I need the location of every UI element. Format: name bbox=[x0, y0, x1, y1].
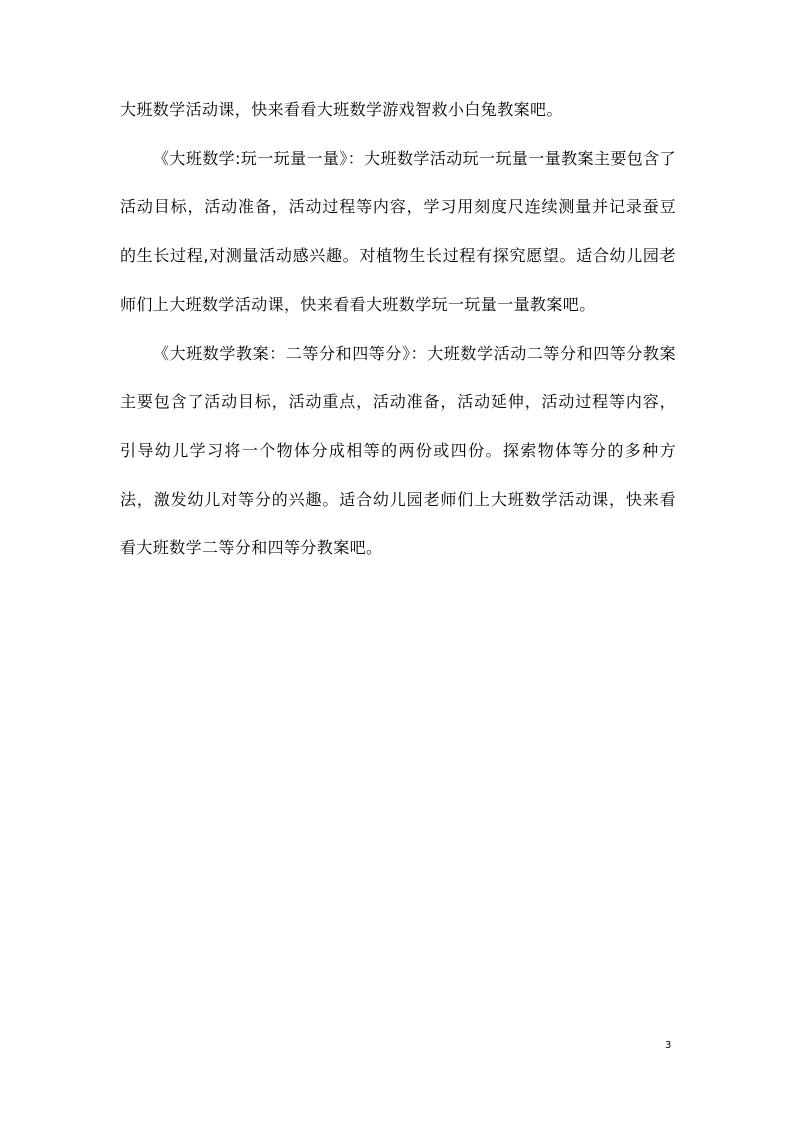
body-text bbox=[120, 86, 676, 573]
page-number: 3 bbox=[665, 1040, 672, 1051]
paragraph-measure-lesson: 《大班数学:玩一玩量一量》：大班数学活动玩一玩量一量教案主要包含了活动目标，活动准备，活动过程等内容，学习用刻度尺连续测量并记录蚕豆的生长过程,对测量活动感兴趣。对植物生长过程有探究愿望。适合幼儿园老师们上大班数学活动课，快来看看大班数学玩一玩量一量教案吧。 bbox=[120, 148, 676, 314]
paragraph-continuation: 大班数学活动课，快来看看大班数学游戏智救小白兔教案吧。 bbox=[120, 100, 563, 119]
paragraph-division-lesson: 《大班数学教案：二等分和四等分》：大班数学活动二等分和四等分教案主要包含了活动目标，活动重点，活动准备，活动延伸，活动过程等内容，引导幼儿学习将一个物体分成相等的两份或四份。探索物体等分的多种方法，激发幼儿对等分的兴趣。适合幼儿园老师们上大班数学活动课，快来看看大班数学二等分和四等分教案吧。 bbox=[120, 343, 676, 558]
